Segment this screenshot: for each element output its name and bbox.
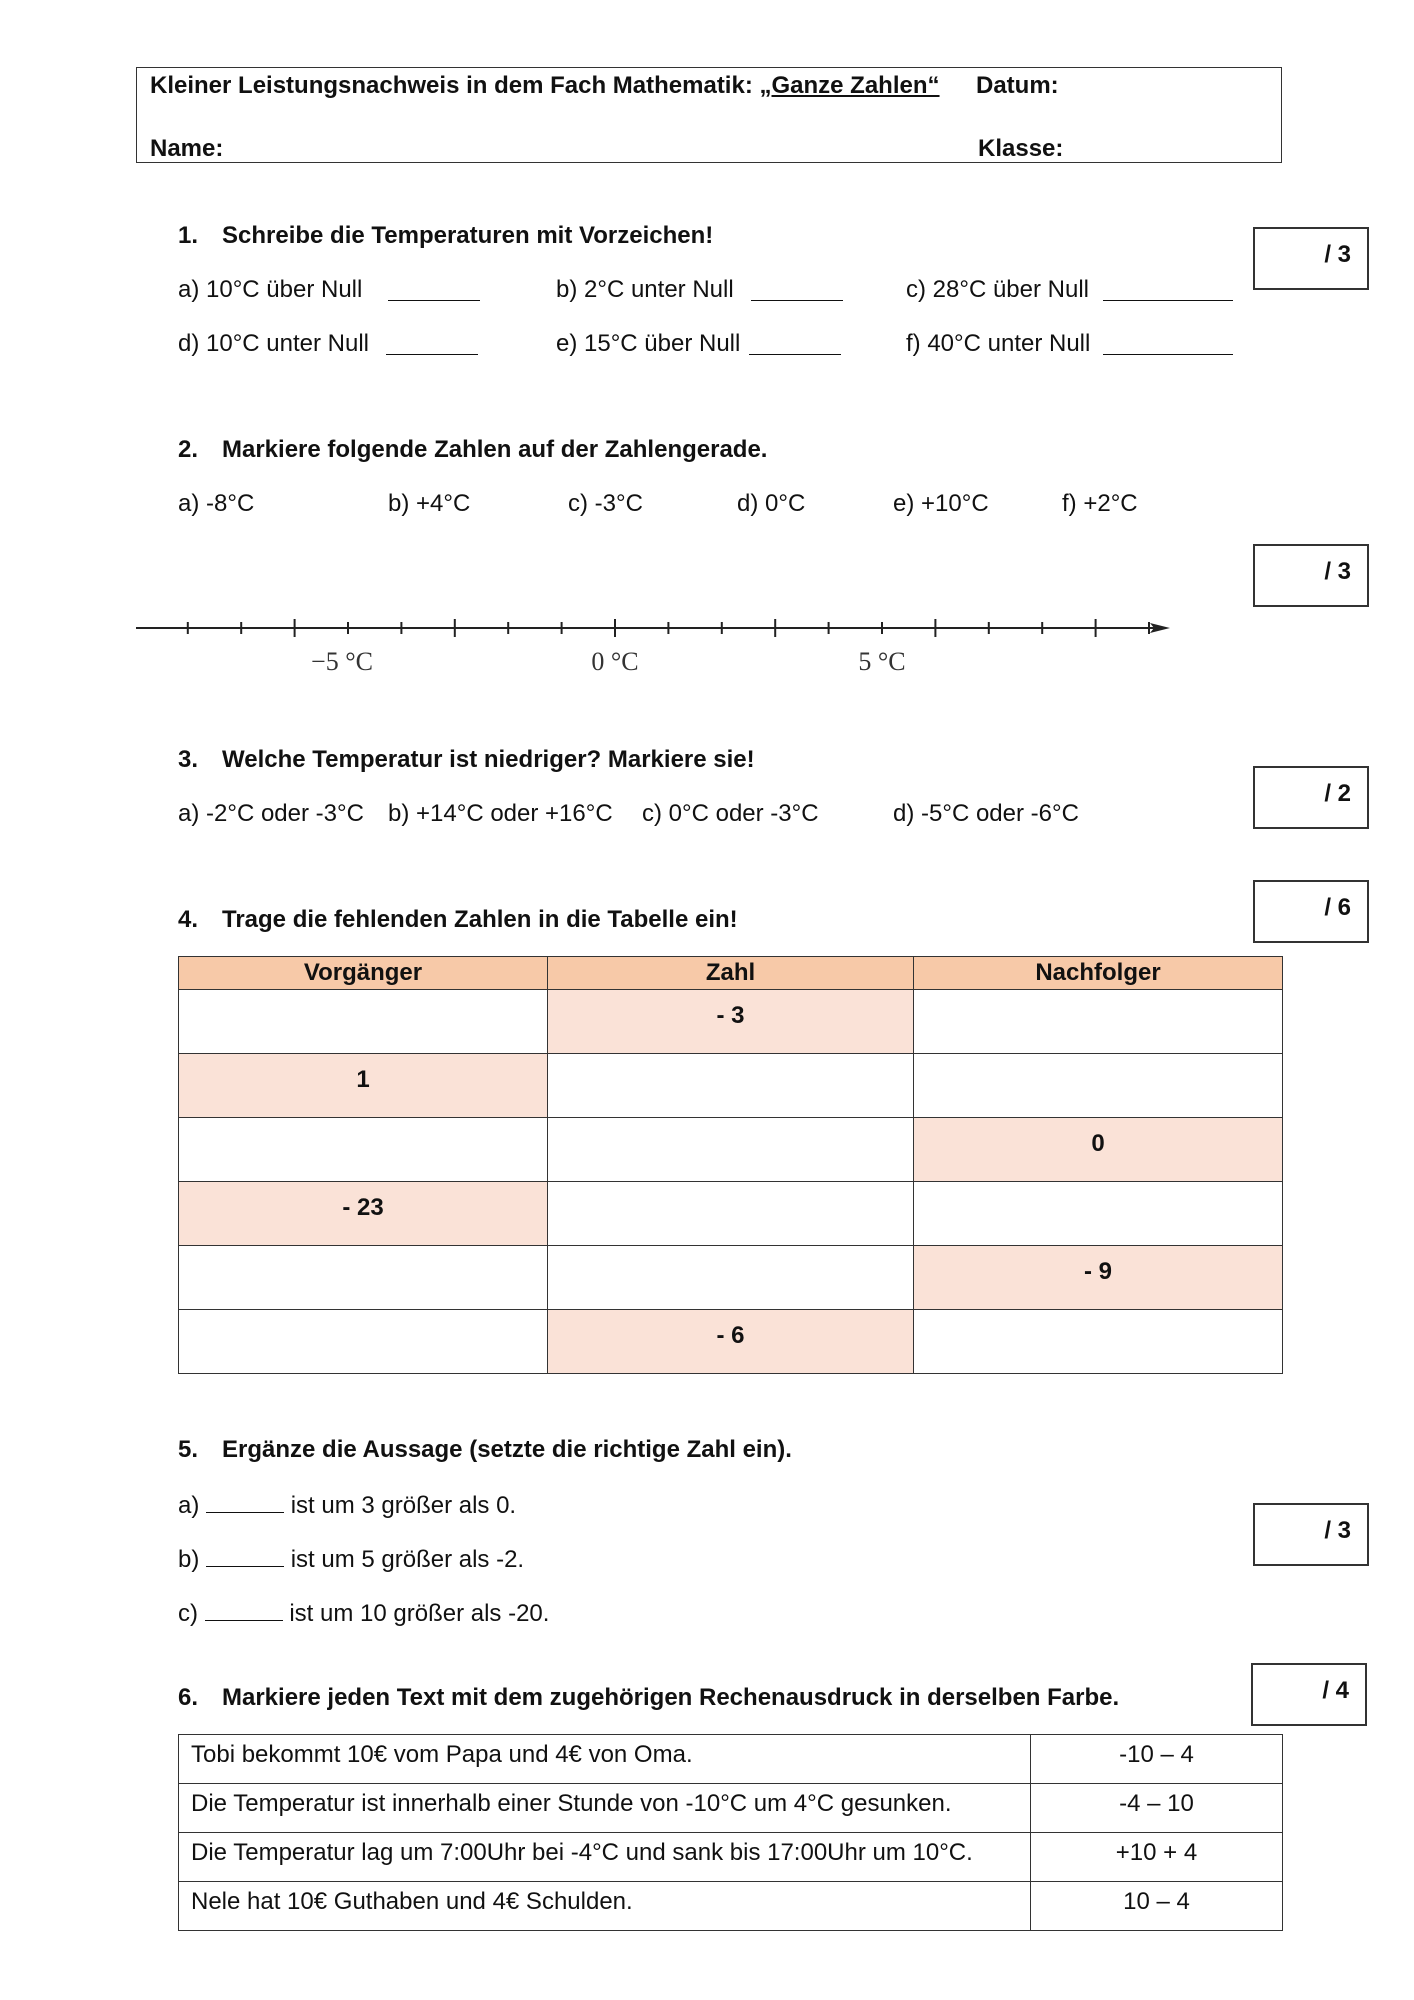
question-2-number: 2.	[178, 436, 199, 463]
question-4-score-box	[1253, 880, 1369, 943]
table-cell[interactable]	[548, 1246, 914, 1310]
text-cell[interactable]	[179, 1784, 1031, 1833]
q1-item-e-text: e) 15°C über Null	[556, 330, 741, 357]
question-3-title	[178, 746, 755, 774]
q1-item-a	[178, 276, 362, 304]
question-5-score: / 3	[1324, 1517, 1351, 1544]
number-line[interactable]	[130, 606, 1190, 686]
header-box	[136, 67, 1282, 163]
text-cell[interactable]	[179, 1833, 1031, 1882]
question-6-text: Markiere jeden Text mit dem zugehörigen Rechenausdruck in derselben Farbe.	[222, 1684, 1120, 1711]
question-1-score-box	[1253, 227, 1369, 290]
question-2-title	[178, 436, 767, 464]
axis-label-minus-5: −5 °C	[311, 647, 373, 676]
question-1-text: Schreibe die Temperaturen mit Vorzeichen!	[222, 222, 714, 249]
q5-item-b-label: b)	[178, 1546, 200, 1573]
q1-answer-e-blank[interactable]	[749, 332, 841, 355]
text-cell[interactable]	[179, 1882, 1031, 1931]
q1-item-f-text: f) 40°C unter Null	[906, 330, 1091, 357]
q2-item-d: d) 0°C	[737, 490, 806, 517]
q1-answer-b-blank[interactable]	[751, 278, 843, 301]
table-cell[interactable]	[179, 1246, 548, 1310]
q3-item-c[interactable]: c) 0°C oder -3°C	[642, 800, 819, 827]
table-cell[interactable]	[548, 1054, 914, 1118]
q5-item-a	[178, 1490, 516, 1520]
q5-item-c	[178, 1598, 549, 1628]
cell-text: Tobi bekommt 10€ vom Papa und 4€ von Oma.	[191, 1741, 693, 1768]
table-cell[interactable]	[548, 1118, 914, 1182]
cell-value: 1	[356, 1066, 370, 1093]
expression-cell[interactable]	[1031, 1833, 1283, 1882]
question-1-score: / 3	[1324, 241, 1351, 268]
table-cell[interactable]	[914, 1182, 1283, 1246]
title-topic: „Ganze Zahlen“	[759, 72, 940, 99]
table-cell[interactable]	[179, 1310, 548, 1374]
question-5-number: 5.	[178, 1436, 199, 1463]
q5-item-c-text: ist um 10 größer als -20.	[289, 1600, 550, 1627]
table-cell	[914, 1118, 1283, 1182]
q5-answer-c-blank[interactable]	[205, 1598, 283, 1621]
cell-value: - 9	[1083, 1258, 1112, 1285]
question-6-score-box	[1251, 1663, 1367, 1726]
question-2-text: Markiere folgende Zahlen auf der Zahlengerade.	[222, 436, 768, 463]
cell-value: - 6	[716, 1322, 745, 1349]
cell-text: Nele hat 10€ Guthaben und 4€ Schulden.	[191, 1888, 633, 1915]
expression-cell[interactable]	[1031, 1882, 1283, 1931]
q1-item-c	[906, 276, 1089, 304]
q5-item-b	[178, 1544, 524, 1574]
q5-item-b-text: ist um 5 größer als -2.	[290, 1546, 525, 1573]
cell-expression: -4 – 10	[1119, 1790, 1194, 1817]
cell-text: Die Temperatur lag um 7:00Uhr bei -4°C und sank bis 17:00Uhr um 10°C.	[191, 1839, 973, 1866]
axis-label-0: 0 °C	[591, 647, 639, 676]
table-row	[179, 990, 1283, 1054]
header-predecessor: Vorgänger	[179, 957, 548, 990]
table-cell[interactable]	[179, 1118, 548, 1182]
question-5-title	[178, 1436, 792, 1464]
table-row	[179, 1118, 1283, 1182]
table-row	[179, 1054, 1283, 1118]
q1-item-a-text: a) 10°C über Null	[178, 276, 363, 303]
table-row	[179, 1735, 1283, 1784]
cell-value: 0	[1091, 1130, 1105, 1157]
question-1-number: 1.	[178, 222, 199, 249]
table-cell[interactable]	[548, 1182, 914, 1246]
table-row	[179, 1310, 1283, 1374]
question-4-number: 4.	[178, 906, 199, 933]
table-cell[interactable]	[914, 1310, 1283, 1374]
q1-item-f	[906, 330, 1090, 358]
matching-table	[178, 1734, 1283, 1931]
question-6-number: 6.	[178, 1684, 199, 1711]
header-successor: Nachfolger	[914, 957, 1283, 990]
table-row	[179, 1182, 1283, 1246]
q1-item-b-text: b) 2°C unter Null	[556, 276, 734, 303]
cell-expression: +10 + 4	[1115, 1839, 1198, 1866]
question-2-score-box	[1253, 544, 1369, 607]
question-4-text: Trage die fehlenden Zahlen in die Tabelle ein!	[222, 906, 738, 933]
q1-answer-f-blank[interactable]	[1103, 332, 1233, 355]
question-4-title	[178, 906, 738, 934]
table-row	[179, 1882, 1283, 1931]
q2-item-a: a) -8°C	[178, 490, 255, 517]
q1-answer-a-blank[interactable]	[388, 278, 480, 301]
class-label: Klasse:	[978, 135, 1064, 162]
q1-item-d	[178, 330, 369, 358]
question-6-title	[178, 1684, 1119, 1712]
table-cell	[179, 1182, 548, 1246]
question-3-number: 3.	[178, 746, 199, 773]
table-cell[interactable]	[914, 1054, 1283, 1118]
table-cell	[914, 1246, 1283, 1310]
q2-item-b: b) +4°C	[388, 490, 471, 517]
q1-answer-c-blank[interactable]	[1103, 278, 1233, 301]
table-row	[179, 1246, 1283, 1310]
q3-item-a[interactable]: a) -2°C oder -3°C	[178, 800, 364, 827]
cell-expression: -10 – 4	[1119, 1741, 1194, 1768]
title-prefix: Kleiner Leistungsnachweis in dem Fach Mathematik:	[150, 72, 760, 99]
q5-item-a-label: a)	[178, 1492, 200, 1519]
q5-item-c-label: c)	[178, 1600, 198, 1627]
q1-answer-d-blank[interactable]	[386, 332, 478, 355]
question-2-score: / 3	[1324, 558, 1351, 585]
q1-item-e	[556, 330, 740, 358]
cell-expression: 10 – 4	[1123, 1888, 1190, 1915]
table-cell	[179, 1054, 548, 1118]
name-label: Name:	[150, 135, 224, 162]
axis-label-5: 5 °C	[858, 647, 906, 676]
header-number: Zahl	[548, 957, 914, 990]
q2-item-f: f) +2°C	[1062, 490, 1138, 517]
question-1-title	[178, 222, 713, 250]
table-cell	[548, 1310, 914, 1374]
q5-item-a-text: ist um 3 größer als 0.	[290, 1492, 517, 1519]
table-row	[179, 1784, 1283, 1833]
expression-cell[interactable]	[1031, 1735, 1283, 1784]
cell-value: - 23	[342, 1194, 384, 1221]
q1-item-c-text: c) 28°C über Null	[906, 276, 1089, 303]
cell-text: Die Temperatur ist innerhalb einer Stunde von -10°C um 4°C gesunken.	[191, 1790, 952, 1817]
table-cell[interactable]	[179, 990, 548, 1054]
table-cell	[548, 990, 914, 1054]
question-3-score: / 2	[1324, 780, 1351, 807]
worksheet-title	[150, 72, 940, 100]
question-5-score-box	[1253, 1503, 1369, 1566]
question-6-score: / 4	[1322, 1677, 1349, 1704]
predecessor-successor-table	[178, 956, 1283, 1374]
table-header-row	[179, 957, 1283, 990]
q5-answer-a-blank[interactable]	[206, 1490, 284, 1513]
question-3-score-box	[1253, 766, 1369, 829]
q3-item-d[interactable]: d) -5°C oder -6°C	[893, 800, 1079, 827]
table-row	[179, 1833, 1283, 1882]
question-4-score: / 6	[1324, 894, 1351, 921]
cell-value: - 3	[716, 1002, 745, 1029]
table-cell[interactable]	[914, 990, 1283, 1054]
q1-item-d-text: d) 10°C unter Null	[178, 330, 370, 357]
question-3-text: Welche Temperatur ist niedriger? Markiere sie!	[222, 746, 755, 773]
q1-item-b	[556, 276, 734, 304]
q3-item-b[interactable]: b) +14°C oder +16°C	[388, 800, 613, 827]
text-cell[interactable]	[179, 1735, 1031, 1784]
date-label: Datum:	[976, 72, 1059, 99]
question-5-text: Ergänze die Aussage (setzte die richtige Zahl ein).	[222, 1436, 792, 1463]
q5-answer-b-blank[interactable]	[206, 1544, 284, 1567]
expression-cell[interactable]	[1031, 1784, 1283, 1833]
q2-item-e: e) +10°C	[893, 490, 989, 517]
q2-item-c: c) -3°C	[568, 490, 643, 517]
